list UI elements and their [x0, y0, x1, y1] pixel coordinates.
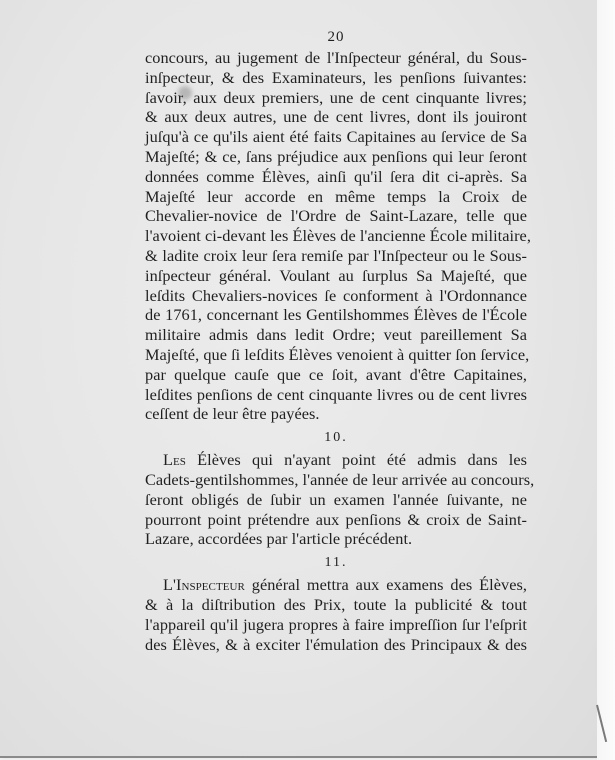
- text-line: leſdites penſions de cent cinquante livres ou de cent livres: [145, 384, 527, 404]
- text-line: & à la diſtribution des Prix, toute la publicité & tout: [145, 594, 527, 614]
- text-line: ceſſent de leur être payées.: [145, 404, 320, 424]
- text-fragment: général mettra aux examens des Élèves,: [244, 575, 527, 595]
- text-line: inſpecteur général. Voulant au ſurplus Sa Majeſté, que: [145, 265, 527, 285]
- text-line: données comme Élèves, ainſi qu'il ſera dit ci-après. Sa: [145, 166, 527, 186]
- text-line: [145, 450, 527, 470]
- text-line: leſdits Chevaliers-novices ſe conforment à l'Ordonnance: [145, 285, 527, 305]
- text-line: ſavoir, aux deux premiers, une de cent cinquante livres;: [145, 87, 527, 107]
- text-line: Lazare, accordées par l'article précédent.: [145, 529, 413, 549]
- text-line: juſqu'à ce qu'ils aient été faits Capitaines au ſervice de Sa: [145, 127, 527, 147]
- text-line: l'appareil qu'il jugera propres à faire impreſſion ſur l'eſprit: [145, 614, 527, 634]
- paragraph-continued: [145, 48, 531, 424]
- text-line: inſpecteur, & des Examinateurs, les penſions ſuivantes:: [145, 67, 527, 87]
- text-line: militaire admis dans ledit Ordre; veut pareillement Sa: [145, 325, 527, 345]
- text-line: Chevalier-novice de l'Ordre de Saint-Lazare, telle que: [145, 206, 527, 226]
- article-lead-word: Les: [163, 450, 186, 470]
- page-background-edge: [597, 0, 615, 760]
- text-line: des Élèves, & à exciter l'émulation des Principaux & des: [145, 634, 527, 654]
- text-line: Cadets-gentilshommes, l'année de leur arrivée au concours,: [145, 469, 535, 489]
- text-line: ſeront obligés de ſubir un examen l'année ſuivante, ne: [145, 489, 527, 509]
- page-number: 20: [327, 29, 345, 45]
- text-line: & aux deux autres, une de cent livres, dont ils jouiront: [145, 107, 527, 127]
- text-line: Majeſté; & ce, ſans préjudice aux penſions qui leur ſeront: [145, 146, 527, 166]
- article-number-11: 11.: [324, 555, 348, 571]
- text-line: [145, 575, 527, 595]
- article-11-text: [145, 575, 527, 654]
- text-line: pourront point prétendre aux penſions & croix de Saint-: [145, 509, 527, 529]
- text-line: l'avoient ci-devant les Élèves de l'ancienne École militaire,: [145, 226, 531, 246]
- text-line: Majeſté leur accorde en même temps la Croix de: [145, 186, 527, 206]
- text-line: Majeſté, que ſi leſdits Élèves venoient à quitter ſon ſervice,: [145, 344, 530, 364]
- article-10-text: [145, 450, 535, 549]
- text-line: par quelque cauſe que ce ſoit, avant d'être Capitaines,: [145, 364, 527, 384]
- text-line: & ladite croix leur ſera remiſe par l'Inſpecteur ou le Sous-: [145, 245, 527, 265]
- text-fragment: Élèves qui n'ayant point été admis dans les: [185, 450, 527, 470]
- text-line: de 1761, concernant les Gentilshommes Élèves de l'École: [145, 305, 527, 325]
- text-line: concours, au jugement de l'Inſpecteur général, du Sous-: [145, 48, 527, 67]
- page-text: [145, 28, 535, 654]
- article-number-10: 10.: [324, 430, 348, 446]
- article-lead-word: Inspecteur: [175, 575, 245, 595]
- article-lead-prefix: L': [163, 575, 176, 595]
